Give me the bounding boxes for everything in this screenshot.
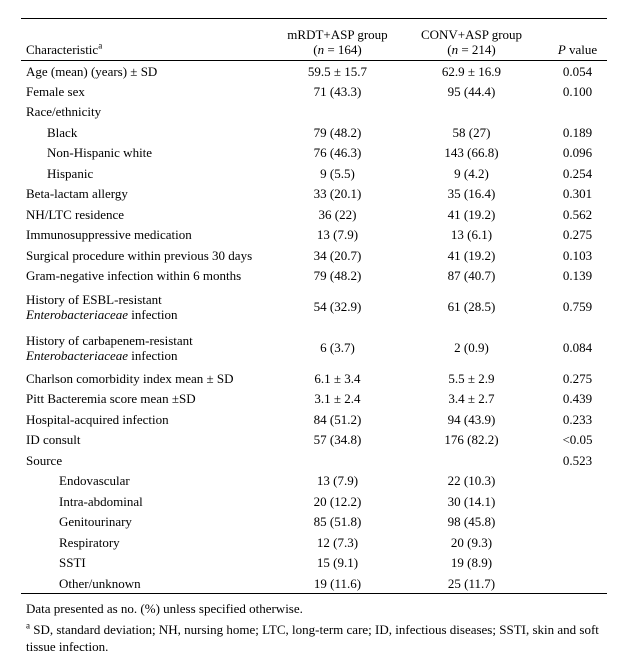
row-group1: 15 (9.1) [316,555,359,571]
row-label: Hispanic [47,165,94,181]
row-group1: 13 (7.9) [316,473,359,489]
row-group2: 41 (19.2) [447,247,496,263]
table-row [21,389,607,410]
row-pvalue: 0.275 [562,227,593,243]
row-group2: 2 (0.9) [454,340,489,355]
table-row [21,225,607,246]
row-label: Charlson comorbidity index mean ± SD [26,370,234,386]
row-group2 [395,450,543,471]
row-group1: 13 (7.9) [316,227,359,243]
row-group2 [395,102,543,123]
row-group1: 36 (22) [318,206,357,222]
table-row [21,430,607,451]
header-row [21,19,607,61]
row-label: SSTI [59,555,86,571]
table-row [21,512,607,533]
header-pvalue: P value [543,19,607,61]
table-row [21,163,607,184]
table-row [21,266,607,287]
row-pvalue [543,471,607,492]
table-row [21,491,607,512]
row-group1: 79 (48.2) [313,268,362,284]
row-group1: 54 (32.9) [313,299,362,314]
row-group1: 19 (11.6) [275,573,395,594]
row-label: Immunosuppressive medication [26,227,192,243]
row-label: Female sex [26,83,85,99]
table-row [21,409,607,430]
table-row [21,471,607,492]
row-group2: 5.5 ± 2.9 [448,370,495,386]
row-group2: 143 (66.8) [444,145,499,161]
row-pvalue: 0.084 [562,340,593,355]
row-pvalue [543,102,607,123]
row-label: Race/ethnicity [26,104,102,120]
row-group1: 34 (20.7) [313,247,362,263]
table-row [21,450,607,471]
table-row [21,327,607,368]
row-pvalue: 0.233 [562,411,593,427]
table-row [21,61,607,82]
table-row [21,102,607,123]
table-row [21,368,607,389]
row-group2: 20 (9.3) [450,534,493,550]
row-pvalue: 0.096 [562,145,593,161]
row-label: Gram-negative infection within 6 months [26,268,242,284]
row-label: Genitourinary [59,514,132,530]
header-group1: mRDT+ASP group (n = 164) [275,19,395,61]
row-group2: 9 (4.2) [454,165,489,181]
row-group2: 19 (8.9) [450,555,493,571]
row-pvalue: 0.139 [562,268,593,284]
table-row [21,81,607,102]
row-pvalue: 0.254 [562,165,593,181]
row-group2: 3.4 ± 2.7 [448,391,495,407]
row-group2: 62.9 ± 16.9 [441,63,502,79]
header-group2: CONV+ASP group (n = 214) [395,19,543,61]
row-pvalue: 0.275 [562,370,593,386]
row-group1: 12 (7.3) [316,534,359,550]
row-label: NH/LTC residence [26,206,125,222]
row-pvalue [543,512,607,533]
footnote-data-presented: Data presented as no. (%) unless specified otherwise. [26,601,303,616]
row-label: ID consult [26,432,81,448]
table-row [21,532,607,553]
characteristics-table [21,18,607,594]
row-label: Surgical procedure within previous 30 days [26,247,253,263]
row-label: History of ESBL-resistant Enterobacteriaceae infection [26,291,178,322]
row-group2: 30 (14.1) [447,493,496,509]
row-group2: 98 (45.8) [447,514,496,530]
row-label: Intra-abdominal [59,493,143,509]
row-pvalue: 0.301 [562,186,593,202]
row-group2: 61 (28.5) [447,299,496,314]
row-group2: 22 (10.3) [447,473,496,489]
row-group1: 76 (46.3) [313,145,362,161]
table-row [21,553,607,574]
row-pvalue: 0.759 [562,299,593,314]
row-pvalue [543,573,607,594]
row-label: Black [47,124,78,140]
row-label: Non-Hispanic white [47,145,153,161]
row-label: Age (mean) (years) ± SD [26,63,158,79]
row-group1 [275,450,395,471]
table-row [21,122,607,143]
row-label: Respiratory [59,534,120,550]
row-group1: 33 (20.1) [313,186,362,202]
row-group2: 176 (82.2) [444,432,499,448]
row-group1: 71 (43.3) [313,83,362,99]
table-row [21,143,607,164]
table-row [21,204,607,225]
row-group1: 9 (5.5) [320,165,355,181]
table-footnotes [21,600,607,655]
row-pvalue: 0.439 [562,391,593,407]
row-group2: 87 (40.7) [447,268,496,284]
row-pvalue: 0.100 [562,83,593,99]
header-characteristic: Characteristic$^a$ [21,19,275,61]
row-group1: 20 (12.2) [313,493,362,509]
row-group2: 13 (6.1) [450,227,493,243]
row-group1: 84 (51.2) [313,411,362,427]
row-group2: 95 (44.4) [447,83,496,99]
row-pvalue [543,553,607,574]
row-group1 [275,102,395,123]
row-pvalue: <0.05 [562,432,593,448]
table-row [21,245,607,266]
row-pvalue: 0.189 [562,124,593,140]
row-group2: 25 (11.7) [395,573,543,594]
row-group1: 57 (34.8) [313,432,362,448]
row-pvalue: 0.054 [562,63,593,79]
footnote-abbreviations: $^a$ SD, standard deviation; NH, nursing home; LTC, long-term care; ID, infectious diseases; SSTI, skin and soft tissue infection. [26,620,599,654]
row-label: Source [26,452,63,468]
row-group2: 35 (16.4) [447,186,496,202]
row-label: Beta-lactam allergy [26,186,128,202]
row-group2: 58 (27) [452,124,491,140]
table-row [21,184,607,205]
table-container [21,18,607,659]
row-pvalue: 0.523 [562,452,593,468]
row-group1: 59.5 ± 15.7 [307,63,368,79]
row-label: Hospital-acquired infection [26,411,169,427]
row-group1: 3.1 ± 2.4 [314,391,361,407]
row-group1: 79 (48.2) [313,124,362,140]
row-group1: 6 (3.7) [320,340,355,355]
row-label: Other/unknown [21,573,275,594]
row-pvalue [543,532,607,553]
table-row [21,286,607,327]
row-group2: 41 (19.2) [447,206,496,222]
row-pvalue: 0.562 [562,206,593,222]
table-row [21,573,607,594]
row-group2: 94 (43.9) [447,411,496,427]
row-label: History of carbapenem-resistant Enterobacteriaceae infection [26,332,193,363]
row-pvalue [543,491,607,512]
row-pvalue: 0.103 [562,247,593,263]
row-group1: 85 (51.8) [313,514,362,530]
row-label: Pitt Bacteremia score mean ±SD [26,391,196,407]
row-group1: 6.1 ± 3.4 [314,370,361,386]
row-label: Endovascular [59,473,130,489]
